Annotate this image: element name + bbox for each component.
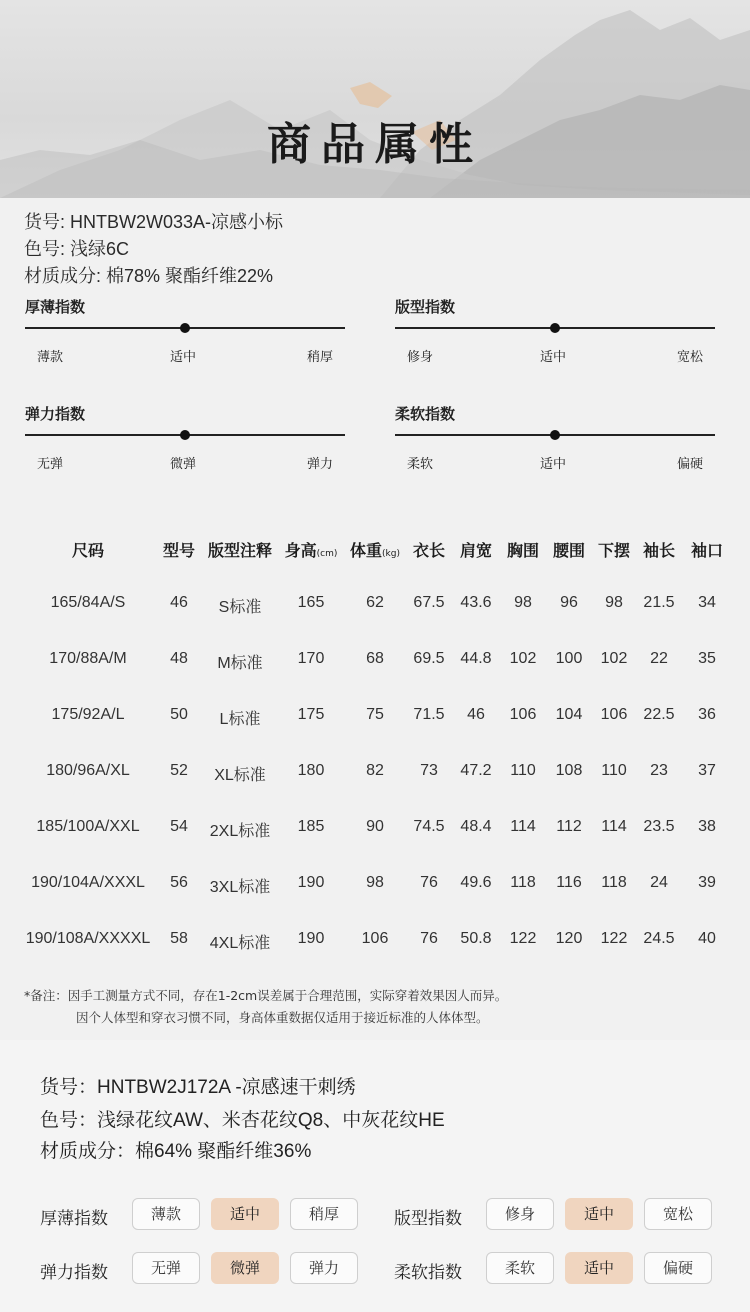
table-row bbox=[0, 706, 750, 736]
product2-section bbox=[0, 1040, 750, 1312]
table-cell: 122 bbox=[600, 930, 628, 947]
table-cell: 114 bbox=[510, 818, 536, 835]
table-cell: 22 bbox=[650, 650, 668, 667]
table-cell: 106 bbox=[600, 706, 628, 723]
table-row bbox=[0, 874, 750, 904]
table-header: 型号 bbox=[162, 541, 195, 560]
index-title: 厚薄指数 bbox=[40, 1209, 108, 1229]
table-cell: 36 bbox=[698, 706, 716, 723]
table-row bbox=[0, 762, 750, 792]
table-cell: 165 bbox=[297, 594, 325, 611]
index-option-chip: 偏硬 bbox=[644, 1252, 712, 1284]
table-cell: 47.2 bbox=[460, 762, 492, 779]
table-row bbox=[0, 818, 750, 848]
thickness-index bbox=[25, 296, 345, 376]
table-cell: 68 bbox=[366, 650, 384, 667]
table-cell: 180 bbox=[297, 762, 325, 779]
table-cell: 185 bbox=[297, 818, 325, 835]
table-cell: 35 bbox=[698, 650, 716, 667]
table-cell: 39 bbox=[698, 874, 716, 891]
table-cell: 76 bbox=[420, 874, 438, 891]
table-cell: 48.4 bbox=[460, 818, 492, 835]
page-title: 商品属性 bbox=[267, 119, 483, 170]
table-cell: XL标准 bbox=[214, 767, 266, 784]
table-cell: 49.6 bbox=[460, 874, 492, 891]
product2-material: 材质成分：棉64% 聚酯纤维36% bbox=[40, 1141, 312, 1162]
table-cell: 190/104A/XXXL bbox=[31, 874, 145, 891]
table-cell: 175 bbox=[297, 706, 325, 723]
index-option-chip: 稍厚 bbox=[290, 1198, 358, 1230]
table-cell: 98 bbox=[366, 874, 384, 891]
unit-label: (cm) bbox=[316, 549, 338, 559]
table-header: 腰围 bbox=[552, 541, 585, 560]
index-option-chip: 无弹 bbox=[132, 1252, 200, 1284]
index-option-chip: 薄款 bbox=[132, 1198, 200, 1230]
table-cell: 180/96A/XL bbox=[46, 762, 130, 779]
index-option-chip: 宽松 bbox=[644, 1198, 712, 1230]
index-label-high: 弹力 bbox=[306, 457, 333, 472]
table-cell: 2XL标准 bbox=[209, 823, 271, 840]
table-cell: 54 bbox=[170, 818, 188, 835]
elasticity-index bbox=[25, 403, 345, 483]
index-title: 版型指数 bbox=[394, 1209, 462, 1229]
table-cell: 108 bbox=[555, 762, 583, 779]
table-header: 尺码 bbox=[71, 541, 104, 560]
table-cell: 48 bbox=[170, 650, 188, 667]
index-label-high: 稍厚 bbox=[306, 350, 333, 365]
index-title: 版型指数 bbox=[395, 298, 456, 316]
index-option-chip: 修身 bbox=[486, 1198, 554, 1230]
fit-index bbox=[395, 296, 715, 376]
table-cell: M标准 bbox=[217, 655, 263, 672]
table-header: 版型注释 bbox=[207, 541, 272, 560]
index-label-low: 薄款 bbox=[37, 350, 64, 365]
table-cell: 24 bbox=[650, 874, 668, 891]
table-cell: 69.5 bbox=[413, 650, 445, 667]
product2-sku: 货号：HNTBW2J172A -凉感速干刺绣 bbox=[40, 1077, 356, 1098]
index-marker bbox=[180, 323, 190, 333]
table-cell: 46 bbox=[467, 706, 485, 723]
table-cell: 102 bbox=[600, 650, 628, 667]
index-label-low: 无弹 bbox=[37, 457, 64, 472]
header-banner bbox=[0, 0, 750, 198]
table-cell: 122 bbox=[509, 930, 537, 947]
table-note-line2: 因个人体型和穿衣习惯不同，身高体重数据仅适用于接近标准的人体体型。 bbox=[76, 1010, 489, 1025]
table-cell: 106 bbox=[509, 706, 537, 723]
table-cell: 100 bbox=[555, 650, 583, 667]
table-cell: 102 bbox=[509, 650, 537, 667]
table-cell: 37 bbox=[698, 762, 716, 779]
table-cell: 190 bbox=[297, 930, 325, 947]
table-cell: 190 bbox=[297, 874, 325, 891]
index-option-chip: 适中 bbox=[211, 1198, 279, 1230]
product1-sku: 货号: HNTBW2W033A-凉感小标 bbox=[24, 212, 284, 232]
index-marker bbox=[180, 430, 190, 440]
table-cell: 170/88A/M bbox=[49, 650, 127, 667]
table-cell: 165/84A/S bbox=[50, 594, 126, 611]
index-label-mid: 适中 bbox=[170, 350, 197, 365]
table-row bbox=[0, 594, 750, 624]
index-option-chip: 柔软 bbox=[486, 1252, 554, 1284]
table-cell: 50.8 bbox=[460, 930, 492, 947]
table-cell: 73 bbox=[420, 762, 438, 779]
table-cell: 67.5 bbox=[413, 594, 445, 611]
index-title: 厚薄指数 bbox=[25, 298, 86, 316]
table-row bbox=[0, 930, 750, 960]
table-header-height bbox=[280, 538, 342, 561]
product1-material: 材质成分: 棉78% 聚酯纤维22% bbox=[24, 266, 274, 286]
table-cell: 58 bbox=[170, 930, 188, 947]
table-cell: 76 bbox=[420, 930, 438, 947]
index-option-chip: 适中 bbox=[565, 1252, 633, 1284]
table-cell: S标准 bbox=[218, 599, 262, 616]
table-cell: 52 bbox=[170, 762, 188, 779]
index-option-chip: 弹力 bbox=[290, 1252, 358, 1284]
table-cell: 40 bbox=[698, 930, 716, 947]
index-marker bbox=[550, 323, 560, 333]
table-cell: 90 bbox=[366, 818, 384, 835]
table-cell: 110 bbox=[601, 762, 627, 779]
table-cell: 44.8 bbox=[460, 650, 492, 667]
table-header-weight bbox=[344, 538, 406, 561]
table-cell: 110 bbox=[510, 762, 536, 779]
index-option-chip: 微弹 bbox=[211, 1252, 279, 1284]
table-cell: 24.5 bbox=[643, 930, 675, 947]
table-header: 袖长 bbox=[642, 541, 675, 560]
table-cell: 170 bbox=[297, 650, 325, 667]
table-cell: 104 bbox=[555, 706, 583, 723]
index-marker bbox=[550, 430, 560, 440]
table-cell: 75 bbox=[366, 706, 384, 723]
index-label-mid: 适中 bbox=[540, 457, 567, 472]
table-cell: 23 bbox=[650, 762, 668, 779]
table-header: 衣长 bbox=[412, 541, 445, 560]
table-cell: 74.5 bbox=[413, 818, 445, 835]
unit-label: (kg) bbox=[382, 549, 400, 559]
index-label-low: 修身 bbox=[407, 350, 434, 365]
index-label-low: 柔软 bbox=[407, 457, 434, 472]
table-cell: 175/92A/L bbox=[51, 706, 125, 723]
table-cell: 114 bbox=[601, 818, 627, 835]
index-label-high: 宽松 bbox=[676, 350, 703, 365]
index-option-chip: 适中 bbox=[565, 1198, 633, 1230]
index-title: 柔软指数 bbox=[395, 405, 456, 423]
table-cell: 98 bbox=[605, 594, 623, 611]
index-title: 弹力指数 bbox=[40, 1263, 108, 1283]
table-cell: 43.6 bbox=[460, 594, 492, 611]
table-cell: 34 bbox=[698, 594, 716, 611]
index-title: 弹力指数 bbox=[25, 405, 86, 423]
table-row bbox=[0, 650, 750, 680]
index-label-high: 偏硬 bbox=[676, 457, 703, 472]
table-header: 袖口 bbox=[690, 541, 723, 560]
table-cell: 118 bbox=[601, 874, 627, 891]
table-cell: 118 bbox=[510, 874, 536, 891]
table-note-line1: *备注：因手工测量方式不同，存在1-2cm误差属于合理范围，实际穿着效果因人而异。 bbox=[24, 988, 508, 1003]
table-cell: 116 bbox=[556, 874, 582, 891]
table-cell: 62 bbox=[366, 594, 384, 611]
table-header: 身高 bbox=[284, 541, 317, 560]
table-cell: 56 bbox=[170, 874, 188, 891]
table-cell: 98 bbox=[514, 594, 532, 611]
table-header: 下摆 bbox=[597, 541, 630, 560]
index-label-mid: 适中 bbox=[540, 350, 567, 365]
table-header: 胸围 bbox=[506, 541, 539, 560]
softness-index bbox=[395, 403, 715, 483]
table-cell: 3XL标准 bbox=[209, 879, 271, 896]
table-header: 肩宽 bbox=[459, 541, 492, 560]
table-cell: L标准 bbox=[219, 711, 261, 728]
table-cell: 23.5 bbox=[643, 818, 675, 835]
table-cell: 46 bbox=[170, 594, 188, 611]
table-cell: 120 bbox=[555, 930, 583, 947]
table-cell: 96 bbox=[560, 594, 578, 611]
table-cell: 21.5 bbox=[643, 594, 675, 611]
product1-section bbox=[0, 198, 750, 1040]
table-cell: 112 bbox=[556, 818, 582, 835]
table-cell: 4XL标准 bbox=[209, 935, 271, 952]
table-cell: 185/100A/XXL bbox=[36, 818, 140, 835]
product2-color: 色号：浅绿花纹AW、米杏花纹Q8、中灰花纹HE bbox=[40, 1110, 445, 1131]
table-cell: 71.5 bbox=[413, 706, 445, 723]
table-header: 体重 bbox=[350, 541, 383, 560]
table-cell: 82 bbox=[366, 762, 384, 779]
index-label-mid: 微弹 bbox=[170, 457, 197, 472]
table-cell: 190/108A/XXXXL bbox=[25, 930, 151, 947]
table-cell: 38 bbox=[698, 818, 716, 835]
table-cell: 22.5 bbox=[643, 706, 675, 723]
table-cell: 50 bbox=[170, 706, 188, 723]
table-cell: 106 bbox=[361, 930, 389, 947]
product1-color: 色号: 浅绿6C bbox=[24, 239, 130, 259]
index-title: 柔软指数 bbox=[394, 1263, 462, 1283]
